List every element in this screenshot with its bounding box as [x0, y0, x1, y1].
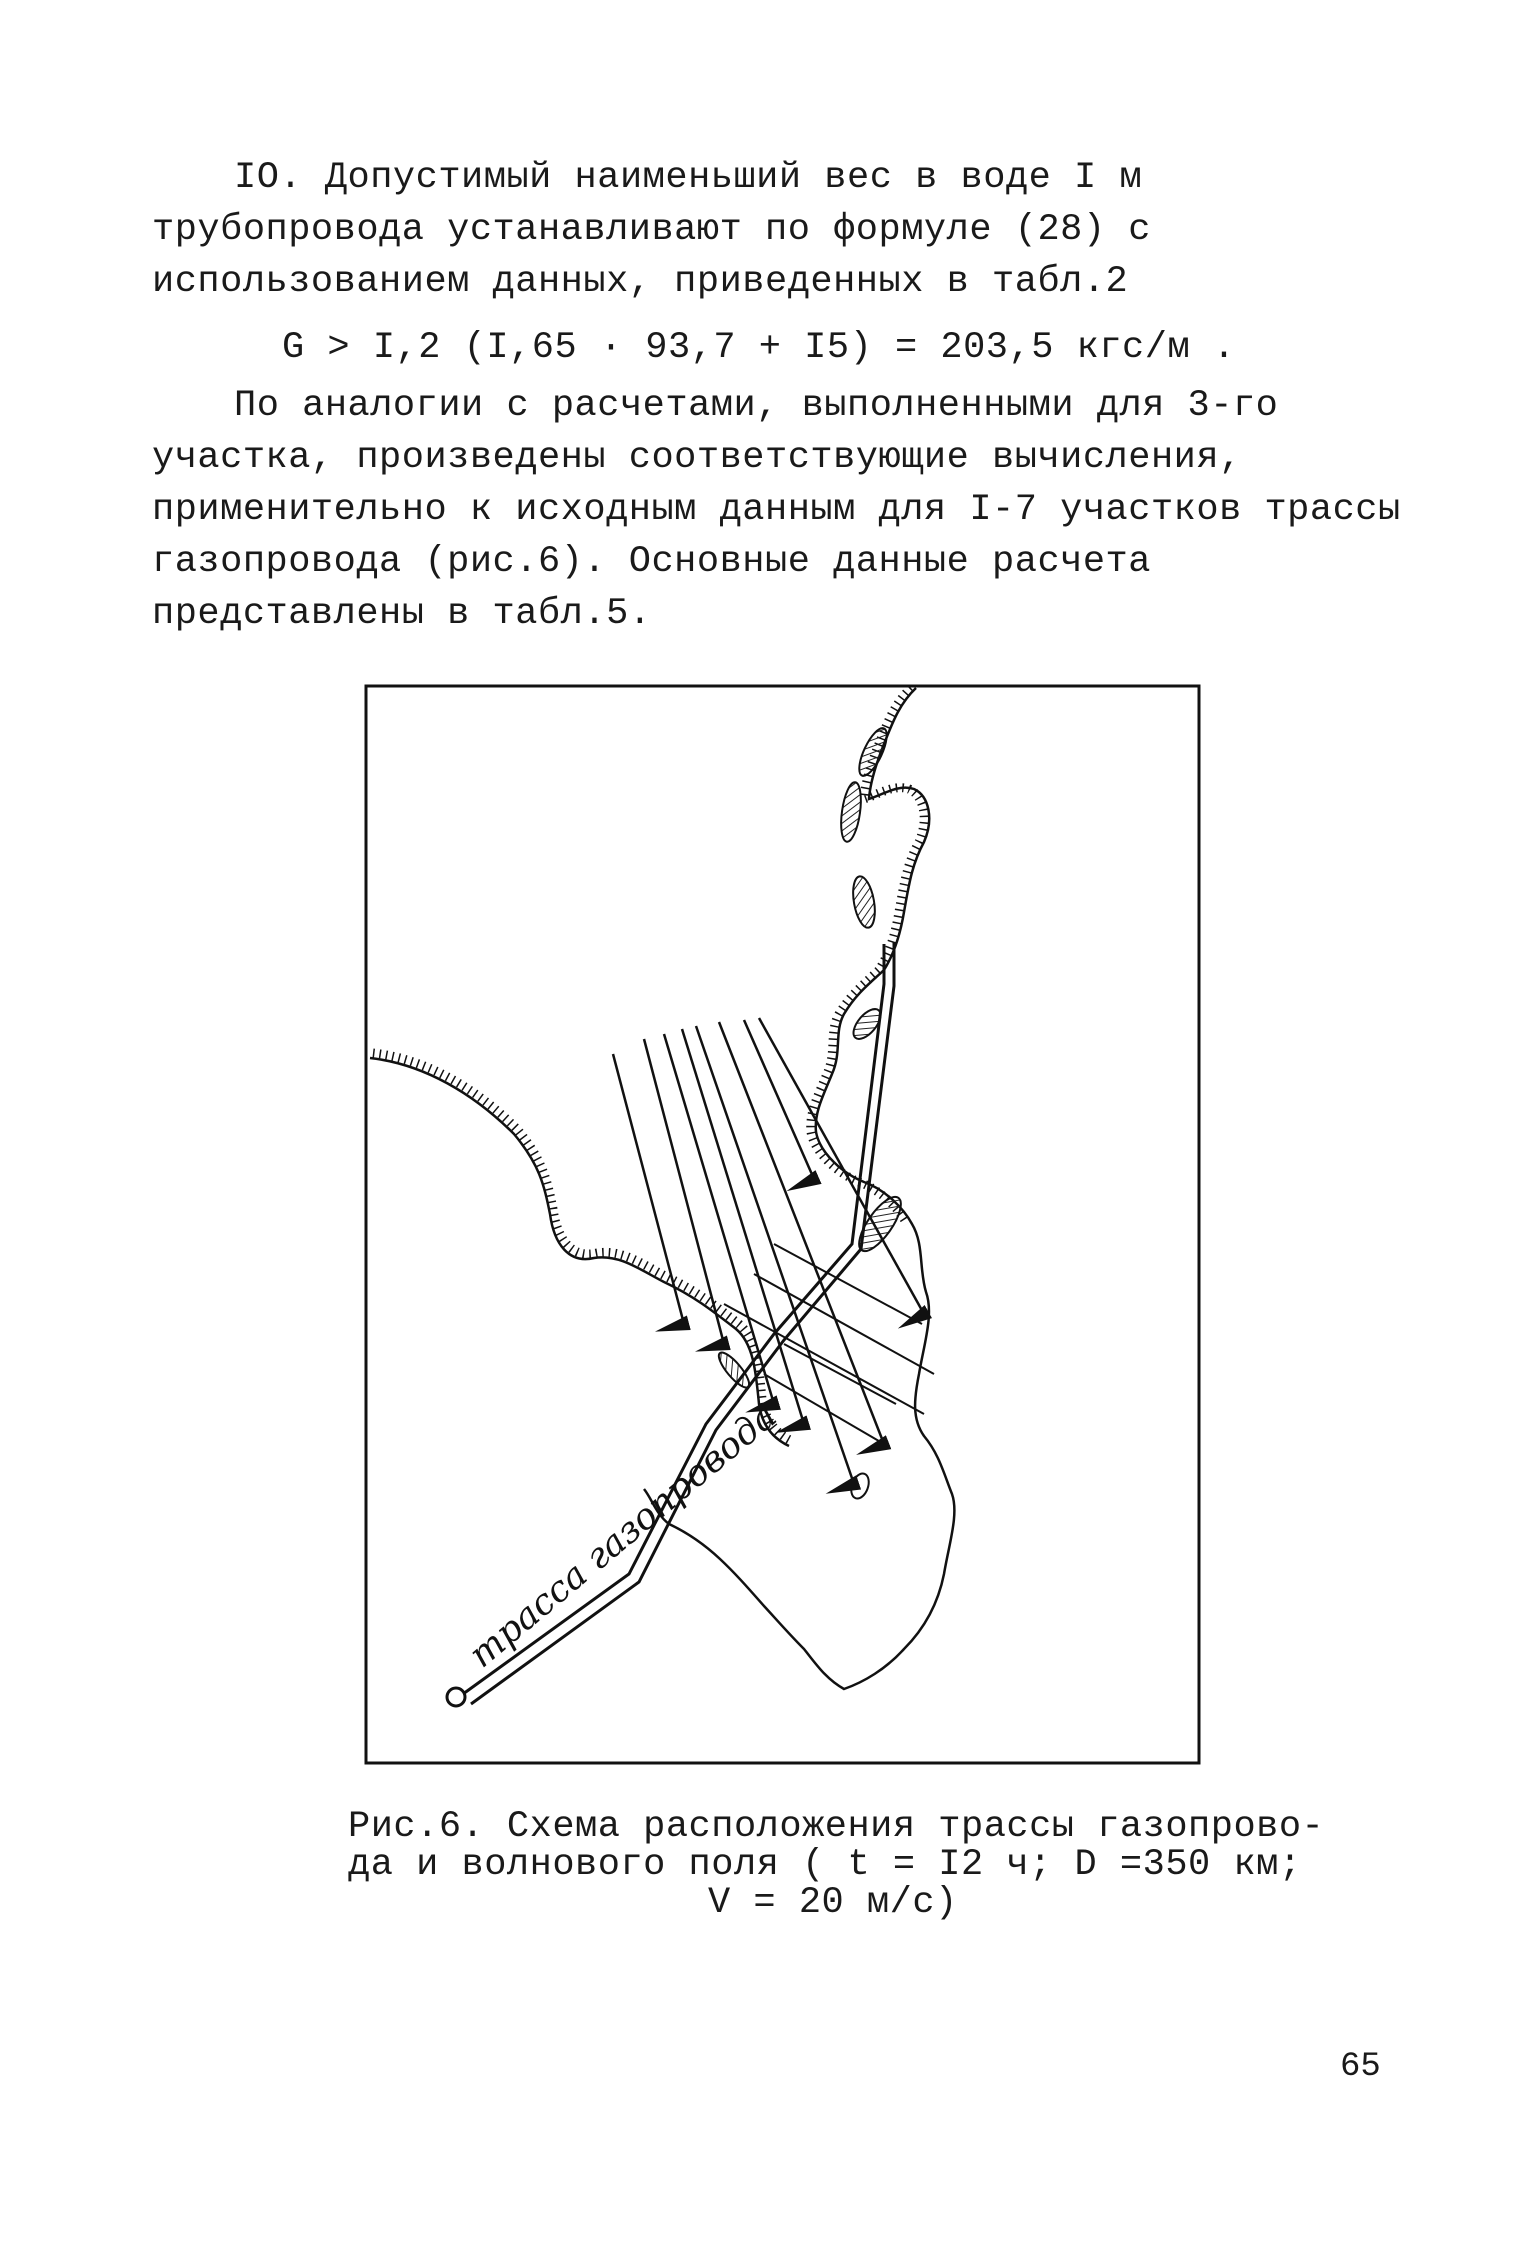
page-number: 65: [1340, 2048, 1381, 2086]
caption-line-1: Рис.6. Схема расположения трассы газопрово-: [348, 1806, 1325, 1848]
east-coastline: [644, 688, 954, 1689]
formula: G > I,2 (I,65 · 93,7 + I5) = 203,5 кгс/м .: [282, 327, 1236, 369]
map-drawing: [364, 684, 1201, 1765]
figure-caption: [348, 1806, 1325, 1924]
paragraph-2: По аналогии с расчетами, выполненными для 3-го участка, произведены соответствующие вычисления, применительно к исходным данным для I-7 участков трассы газопровода (рис.6). Основные данные расчета представлены в табл.5.: [152, 385, 1401, 635]
caption-line-2: да и волнового поля ( t = I2 ч; D =350 км;: [348, 1844, 1302, 1886]
figure-frame: [366, 686, 1199, 1763]
island-3: [850, 875, 879, 930]
island-2: [838, 781, 864, 843]
body-text: [152, 152, 1402, 640]
paragraph-1: IO. Допустимый наименьший вес в воде I м трубопровода устанавливают по формуле (28) с использованием данных, приведенных в табл.2: [152, 157, 1151, 303]
figure-map: [364, 684, 1201, 1765]
west-coast-ticks: [373, 1053, 792, 1441]
route-label: трасса газопровода: [461, 1395, 785, 1676]
caption-line-3: V = 20 м/с): [708, 1882, 958, 1924]
island-1: [854, 725, 892, 780]
